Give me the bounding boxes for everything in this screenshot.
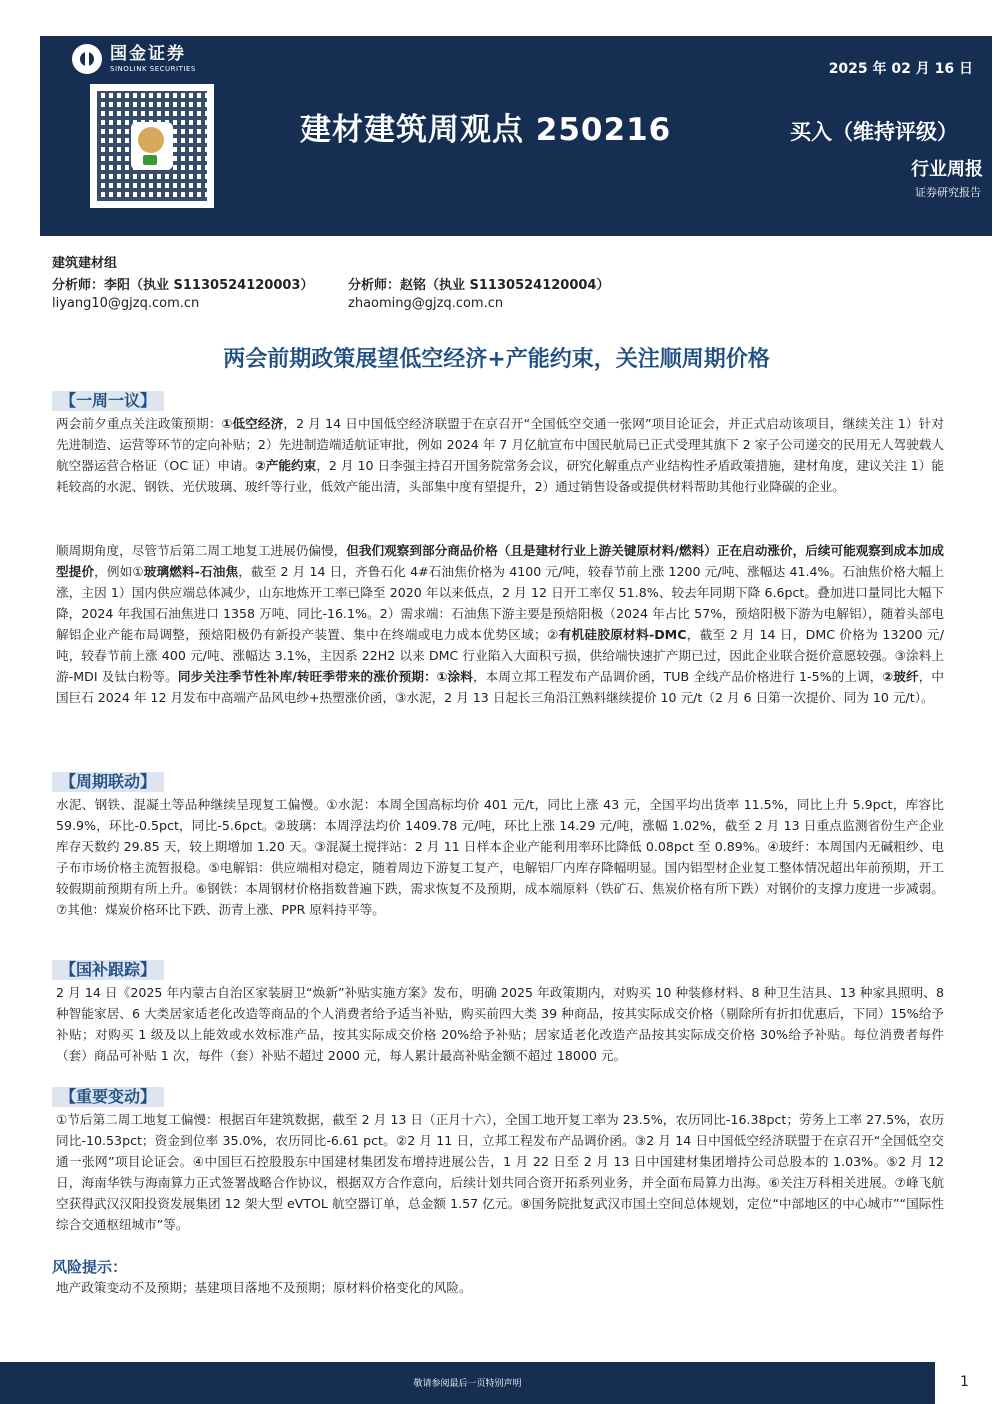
section-title-key-changes: 【重要变动】 — [52, 1087, 164, 1107]
section-title-cycle-link: 【周期联动】 — [52, 772, 164, 792]
report-type: 行业周报 — [911, 159, 983, 180]
page-number: 1 — [960, 1374, 969, 1390]
section-title-weekly-topic: 【一周一议】 — [52, 391, 164, 411]
rating: 买入（维持评级） — [790, 120, 958, 144]
analyst-1: 分析师：李阳（执业 S1130524120003） — [52, 278, 314, 293]
risk-text: 地产政策变动不及预期；基建项目落地不及预期；原材料价格变化的风险。 — [56, 1280, 472, 1295]
paragraph-subsidy: 2 月 14 日《2025 年内蒙古自治区家装厨卫“焕新”补贴实施方案》发布，明确 2025 年政策期内，对购买 10 种装修材料、8 种卫生洁具、13 种家具照明、8 种智能家居、6 大类居家适老化改造等商品的个人消费者给予适当补贴，购买前四大类 39 种商品，按其实际成交价格（剔除所有折扣优惠后，下同）15%给予补贴；对购买 1 级及以上能效或水效标准产品，按其实际成交价格 20%给予补贴；居家适老化改造产品按其实际成交价格 30%给予补贴。每位消费者每件（套）商品可补贴 1 次，每件（套）补贴不超过 2000 元，每人累计最高补贴金额不超过 18000 元。 — [56, 985, 944, 1063]
brand-name-en: SINOLINK SECURITIES — [110, 65, 196, 73]
brand-name-cn: 国金证券 — [110, 44, 186, 64]
analyst-group: 建筑建材组 — [52, 256, 118, 271]
risk-title: 风险提示： — [52, 1258, 128, 1276]
footer-disclaimer: 敬请参阅最后一页特别声明 — [413, 1379, 522, 1389]
paragraph-key-changes: ①节后第二周工地复工偏慢：根据百年建筑数据，截至 2 月 13 日（正月十六），全国工地开复工率为 23.5%，农历同比-16.38pct；劳务上工率 27.5%，农历同比-10.53pct；资金到位率 35.0%，农历同比-6.61 pct。②2 月 11 日，立邦工程发布产品调价函。③2 月 14 日中国低空经济联盟于在京召开“全国低空交通一张网”项目论证会。④中国巨石控股股东中国建材集团发布增持进展公告，1 月 22 日至 2 月 13 日中国建材集团增持公司总股本的 1.03%。⑤2 月 12 日，海南华铁与海南算力正式签署战略合作协议，根据双方合作意向，后续计划共同合资开拓系列业务，并全面布局算力出海。⑥关注万科相关进展。⑦峰飞航空获得武汉汉阳投资发展集团 12 架大型 eVTOL 航空器订单，总金额 1.57 亿元。⑧国务院批复武汉市国土空间总体规划，定位“中部地区的中心城市”“国际性综合交通枢纽城市”等。 — [56, 1112, 944, 1232]
paragraph-cycle-link: 水泥、钢铁、混凝土等品种继续呈现复工偏慢。①水泥：本周全国高标均价 401 元/t，同比上涨 43 元，全国平均出货率 11.5%，同比上升 5.9pct，库容比 59.9%，环比-0.5pct，同比-5.6pct。②玻璃：本周浮法均价 1409.78 元/吨，环比上涨 14.29 元/吨，涨幅 1.02%，截至 2 月 13 日重点监测省份生产企业库存天数约 29.85 天，较上期增加 1.20 天。③混凝土搅拌站：2 月 11 日样本企业产能利用率环比降低 0.08pct 至 0.89%。④玻纤：本周国内无碱粗纱、电子布市场价格主流暂报稳。⑤电解铝：供应端相对稳定，随着周边下游复工复产，电解铝厂内库存降幅明显。国内铝型材企业复工整体情况超出年前预期，开工较假期前预期有所上升。⑥钢铁：本周钢材价格指数普遍下跌，需求恢复不及预期，成本端原料（铁矿石、焦炭价格有所下跌）对钢价的支撑力度进一步减弱。⑦其他：煤炭价格环比下跌、沥青上涨、PPR 原料持平等。 — [56, 797, 944, 917]
report-date: 2025 年 02 月 16 日 — [828, 61, 973, 77]
qr-code — [90, 84, 214, 208]
analyst-2-email[interactable]: zhaoming@gjzq.com.cn — [348, 296, 504, 311]
report-title: 建材建筑周观点 250216 — [300, 112, 672, 148]
qr-mini-icon — [143, 155, 157, 165]
sinolink-logo-icon — [72, 44, 102, 74]
qr-badge-icon — [138, 127, 164, 153]
brand-logo — [72, 44, 196, 74]
section-title-subsidy: 【国补跟踪】 — [52, 960, 164, 980]
analyst-1-email[interactable]: liyang10@gjzq.com.cn — [52, 296, 200, 311]
paragraph-cycle: 顺周期角度，尽管节后第二周工地复工进展仍偏慢，但我们观察到部分商品价格（且是建材行业上游关键原材料/燃料）正在启动涨价，后续可能观察到成本加成型提价，例如①玻璃燃料-石油焦，截至 2 月 14 日，齐鲁石化 4#石油焦价格为 4100 元/吨，较春节前上涨 1200 元/吨、涨幅达 41.4%。石油焦价格大幅上涨，主因 1）国内供应端总体减少，山东地炼开工率已降至 2020 年以来低点，2 月 12 日开工率仅 51.8%、较去年同期下降 6.6pct。叠加进口量同比大幅下降，2024 年我国石油焦进口 1358 万吨、同比-16.1%。2）需求端：石油焦下游主要是预焙阳极（2024 年占比 57%，预焙阳极下游为电解铝），随着头部电解铝企业产能布局调整，预焙阳极仍有新投产装置、集中在终端或电力成本优势区域；②有机硅胶原材料-DMC，截至 2 月 14 日，DMC 价格为 13200 元/吨，较春节前上涨 400 元/吨、涨幅达 3.1%，主因系 22H2 以来 DMC 行业陷入大面积亏损，供给端快速扩产期已过，因此企业联合挺价意愿较强。③涂料上游-MDI 及钛白粉等。同步关注季节性补库/转旺季带来的涨价预期：①涂料，本周立邦工程发布产品调价函，TUB 全线产品价格进行 1-5%的上调，②玻纤，中国巨石 2024 年 12 月发布中高端产品风电纱+热塑涨价函，③水泥，2 月 13 日起长三角沿江熟料继续提价 10 元/t（2 月 6 日第一次提价、同为 10 元/t）。 — [56, 543, 945, 705]
report-subtype: 证券研究报告 — [915, 186, 981, 199]
paragraph-policy: 两会前夕重点关注政策预期：①低空经济，2 月 14 日中国低空经济联盟于在京召开“全国低空交通一张网”项目论证会，并正式启动该项目，继续关注 1）针对先进制造、运营等环节的定向补贴；2）先进制造端适航证审批，例如 2024 年 7 月亿航宣布中国民航局已正式受理其旗下 2 家子公司递交的民用无人驾驶载人航空器运营合格证（OC 证）申请。②产能约束，2 月 10 日李强主持召开国务院常务会议，研究化解重点产业结构性矛盾政策措施，建材角度，建议关注 1）能耗较高的水泥、钢铁、光伏玻璃、玻纤等行业，低效产能出清，头部集中度有望提升，2）通过销售设备或提供材料帮助其他行业降碳的企业。 — [56, 416, 944, 494]
headline: 两会前期政策展望低空经济+产能约束，关注顺周期价格 — [223, 347, 770, 372]
analyst-2: 分析师：赵铭（执业 S1130524120004） — [348, 278, 610, 293]
